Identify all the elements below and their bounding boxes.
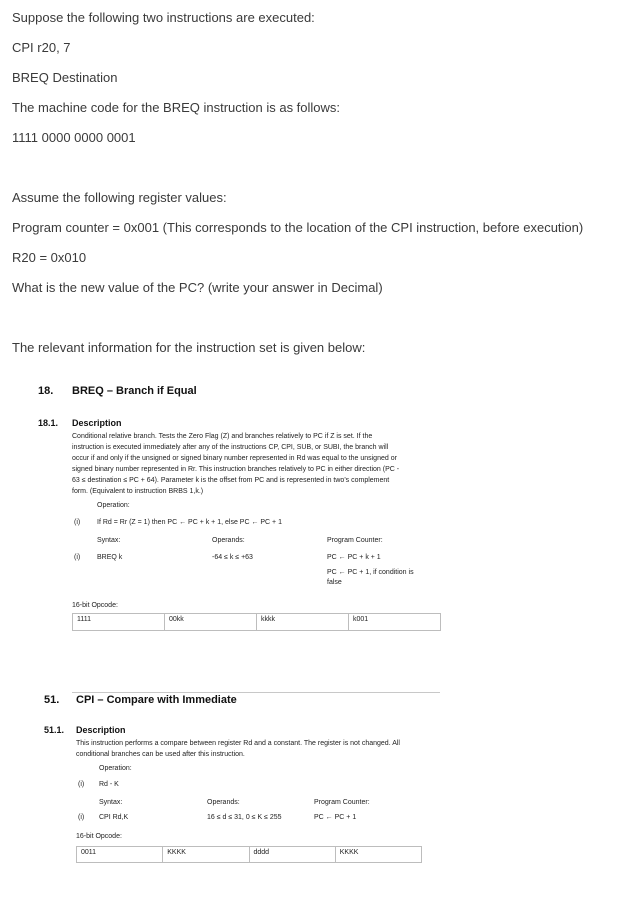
breq-desc-title: Description <box>72 418 122 428</box>
cpi-operation-index: (i) <box>78 781 85 788</box>
cpi-syntax: CPI Rd,K <box>99 814 129 821</box>
cpi-operation-label: Operation: <box>99 765 132 772</box>
opcode-cell: 00kk <box>165 614 257 630</box>
breq-opcode-table <box>72 613 441 631</box>
opcode-cell: k001 <box>353 616 369 623</box>
relevant-info-text: The relevant information for the instruction set is given below: <box>12 340 366 355</box>
breq-pc-label: Program Counter: <box>327 537 383 544</box>
section-divider <box>72 692 440 693</box>
breq-desc-line: form. (Equivalent to instruction BRBS 1,k.) <box>72 488 204 495</box>
opcode-cell: kkkk <box>257 614 349 630</box>
opcode-cell: 1111 <box>73 614 165 630</box>
breq-pc-nobranch-cont: false <box>327 579 342 586</box>
breq-pc-branch: PC ← PC + k + 1 <box>327 554 381 561</box>
cpi-syntax-index: (i) <box>78 814 85 821</box>
breq-operation-label: Operation: <box>97 502 130 509</box>
breq-desc-line: instruction is executed immediately after any of the instructions CP, CPI, SUB, or SUBI, the branch will <box>72 444 389 451</box>
breq-operation-index: (i) <box>74 519 81 526</box>
assume-text: Assume the following register values: <box>12 190 227 205</box>
cpi-desc-line: This instruction performs a compare between register Rd and a constant. The register is not changed. All <box>76 740 400 747</box>
cpi-section-title: CPI – Compare with Immediate <box>76 694 237 706</box>
breq-desc-line: signed binary number represented in Rr. This instruction branches relatively to PC in either direction (PC - <box>72 466 400 473</box>
cpi-pc-label: Program Counter: <box>314 799 370 806</box>
opcode-cell: KKKK <box>339 849 359 856</box>
r20-value: R20 = 0x010 <box>12 250 87 265</box>
breq-desc-line: 63 ≤ destination ≤ PC + 64). Parameter k is the offset from PC and is represented in two's complement <box>72 477 390 484</box>
breq-section-title: BREQ – Branch if Equal <box>72 385 197 397</box>
cpi-opcode-table <box>76 846 422 863</box>
breq-description <box>72 431 432 497</box>
cpi-desc-number: 51.1. <box>44 725 65 735</box>
cpi-description <box>76 738 436 760</box>
breq-syntax: BREQ k <box>97 554 123 561</box>
breq-desc-line: occur if and only if the unsigned or signed binary number represented in Rd was equal to the unsigned or <box>72 455 397 462</box>
cpi-section-number: 51. <box>44 694 60 706</box>
question-ask: What is the new value of the PC? (write your answer in Decimal) <box>12 280 383 295</box>
question-intro: Suppose the following two instructions are executed: <box>12 10 315 25</box>
machine-code-intro: The machine code for the BREQ instruction is as follows: <box>12 100 341 115</box>
cpi-operands-label: Operands: <box>207 799 240 806</box>
breq-operation: If Rd = Rr (Z = 1) then PC ← PC + k + 1, else PC ← PC + 1 <box>97 519 282 526</box>
cpi-desc-title: Description <box>76 725 126 735</box>
opcode-cell: dddd <box>250 847 336 862</box>
machine-code: 1111 0000 0000 0001 <box>12 130 136 145</box>
breq-section-number: 18. <box>38 385 54 397</box>
cpi-operands: 16 ≤ d ≤ 31, 0 ≤ K ≤ 255 <box>207 814 282 821</box>
breq-desc-number: 18.1. <box>38 418 59 428</box>
opcode-cell: KKKK <box>163 847 249 862</box>
cpi-syntax-label: Syntax: <box>99 799 123 806</box>
opcode-cell: 0011 <box>77 847 163 862</box>
instruction-cpi: CPI r20, 7 <box>12 40 71 55</box>
program-counter-value: Program counter = 0x001 (This corresponds to the location of the CPI instruction, before execution) <box>12 220 584 235</box>
instruction-breq: BREQ Destination <box>12 70 118 85</box>
cpi-desc-line: conditional branches can be used after this instruction. <box>76 751 245 758</box>
breq-operands: -64 ≤ k ≤ +63 <box>212 554 253 561</box>
cpi-operation: Rd - K <box>99 781 119 788</box>
breq-desc-line: Conditional relative branch. Tests the Zero Flag (Z) and branches relatively to PC if Z is set. If the <box>72 433 373 440</box>
breq-syntax-index: (i) <box>74 554 81 561</box>
breq-pc-nobranch: PC ← PC + 1, if condition is <box>327 569 414 576</box>
breq-syntax-label: Syntax: <box>97 537 121 544</box>
cpi-opcode-label: 16-bit Opcode: <box>76 833 122 840</box>
breq-opcode-label: 16-bit Opcode: <box>72 602 118 609</box>
breq-operands-label: Operands: <box>212 537 245 544</box>
cpi-pc: PC ← PC + 1 <box>314 814 357 821</box>
